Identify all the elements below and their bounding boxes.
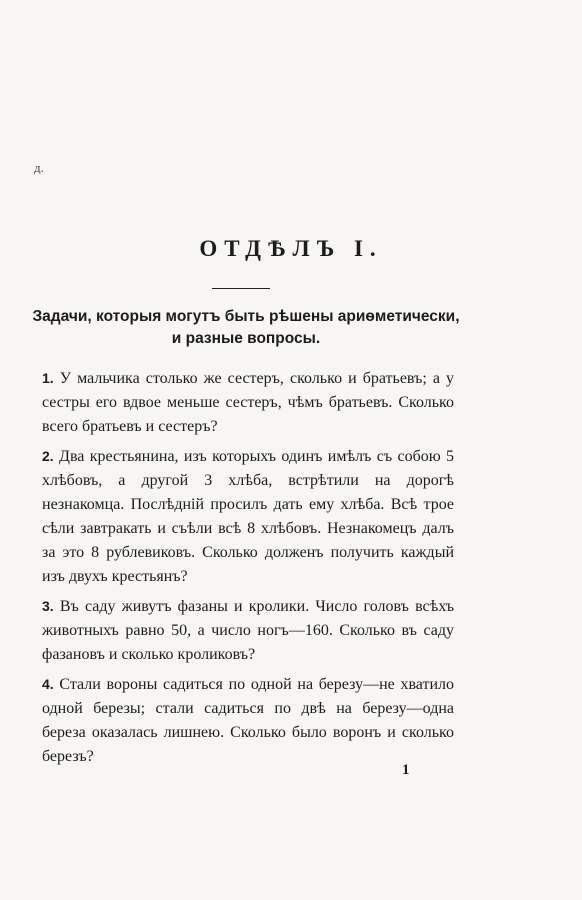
problem-text: Два крестьянина, изъ которыхъ одинъ имѣлъ съ собою 5 хлѣбовъ, а другой 3 хлѣба, встрѣтили на дорогѣ незнакомца. Послѣдній просилъ дать ему хлѣба. Всѣ трое сѣли завтракать и съѣли всѣ 8 хлѣбовъ. Незнакомецъ далъ за это 8 рублевиковъ. Сколько долженъ получить каждый изъ двухъ крестьянъ? [42,448,455,585]
problem-1 [42,366,454,439]
problem-number: 1. [42,370,54,386]
subtitle-line-2: и разные вопросы. [171,330,321,347]
problem-3 [42,594,454,667]
problem-number: 3. [42,598,54,614]
problem-text: У мальчика столько же сестеръ, сколько и братьевъ; а у сестры его вдвое меньше сестеръ, чѣмъ братьевъ. Сколько всего братьевъ и сестеръ? [42,370,454,435]
subtitle-line-1: Задачи, которыя могутъ быть рѣшены ариѳметически, [32,308,460,325]
section-subtitle [20,306,472,350]
problem-text: Стали вороны садиться по одной на березу—не хватило одной березы; стали садиться по двѣ на березу—одна береза оказалась лишнею. Сколько было воронъ и сколько березъ? [42,676,455,765]
problem-2 [42,444,454,589]
problem-number: 2. [42,448,54,464]
page-number: 1 [402,762,410,778]
problem-4 [42,672,454,769]
title-rule [212,288,270,289]
problem-number: 4. [42,676,54,692]
section-title: ОТДѢЛЪ I. [199,236,383,261]
stray-mark: д. [34,160,44,175]
problem-text: Въ саду живутъ фазаны и кролики. Число головъ всѣхъ животныхъ равно 50, а число ногъ—160. Сколько въ саду фазановъ и сколько кроликовъ? [42,598,454,663]
